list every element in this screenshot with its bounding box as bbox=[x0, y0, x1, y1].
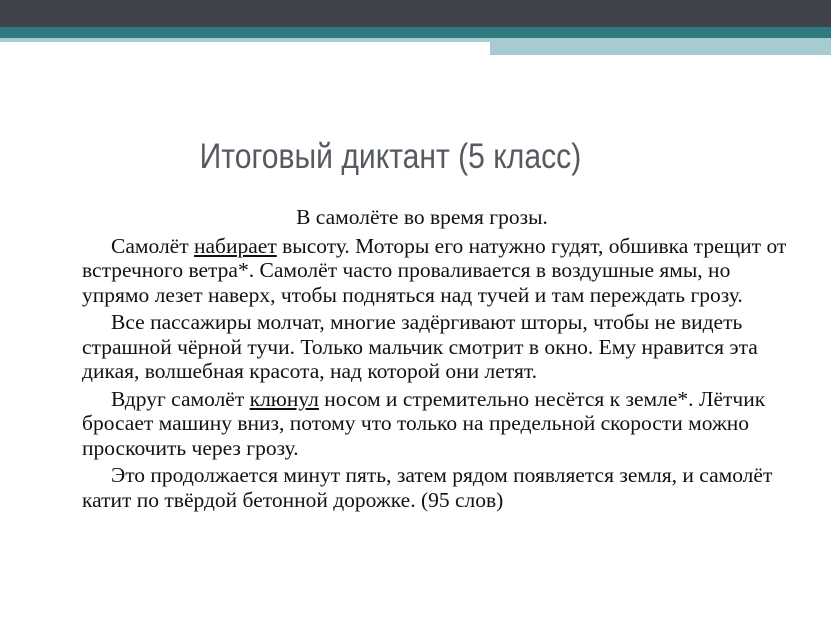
paragraph-4-text: Это продолжается минут пять, затем рядом появляется земля, и самолёт катит по твёрдой бетонной дорожке. (95 слов) bbox=[82, 463, 773, 512]
paragraph-4 bbox=[82, 463, 797, 512]
paragraph-1 bbox=[82, 234, 797, 308]
underlined-word-nabiraet: набирает bbox=[194, 233, 277, 258]
light-teal-stripe-right bbox=[490, 38, 831, 55]
top-decorative-bar bbox=[0, 0, 831, 27]
paragraph-2-text: Все пассажиры молчат, многие задёргивают шторы, чтобы не видеть страшной чёрной тучи. Только мальчик смотрит в окно. Ему нравится эта дикая, волшебная красота, над которой они летят. bbox=[82, 310, 758, 383]
dictation-text bbox=[82, 205, 797, 515]
paragraph-2 bbox=[82, 310, 797, 384]
light-teal-stripe-left bbox=[0, 38, 490, 42]
paragraph-3-text-start: Вдруг самолёт bbox=[111, 386, 250, 411]
underlined-word-klyunul: клюнул bbox=[249, 386, 319, 411]
paragraph-1-text-start: Самолёт bbox=[111, 233, 194, 258]
paragraph-3 bbox=[82, 387, 797, 461]
slide-title: Итоговый диктант (5 класс) bbox=[199, 137, 582, 176]
paragraph-3-text-end: носом и стремительно несётся к земле*. Лётчик бросает машину вниз, потому что только на предельной скорости можно проскочить через грозу. bbox=[82, 386, 766, 460]
dictation-subtitle: В самолёте во время грозы. bbox=[296, 205, 548, 229]
paragraph-1-text-end: высоту. Моторы его натужно гудят, обшивка трещит от встречного ветра*. Самолёт часто проваливается в воздушные ямы, но упрямо лезет наверх, чтобы подняться над тучей и там переждать грозу. bbox=[82, 233, 787, 307]
